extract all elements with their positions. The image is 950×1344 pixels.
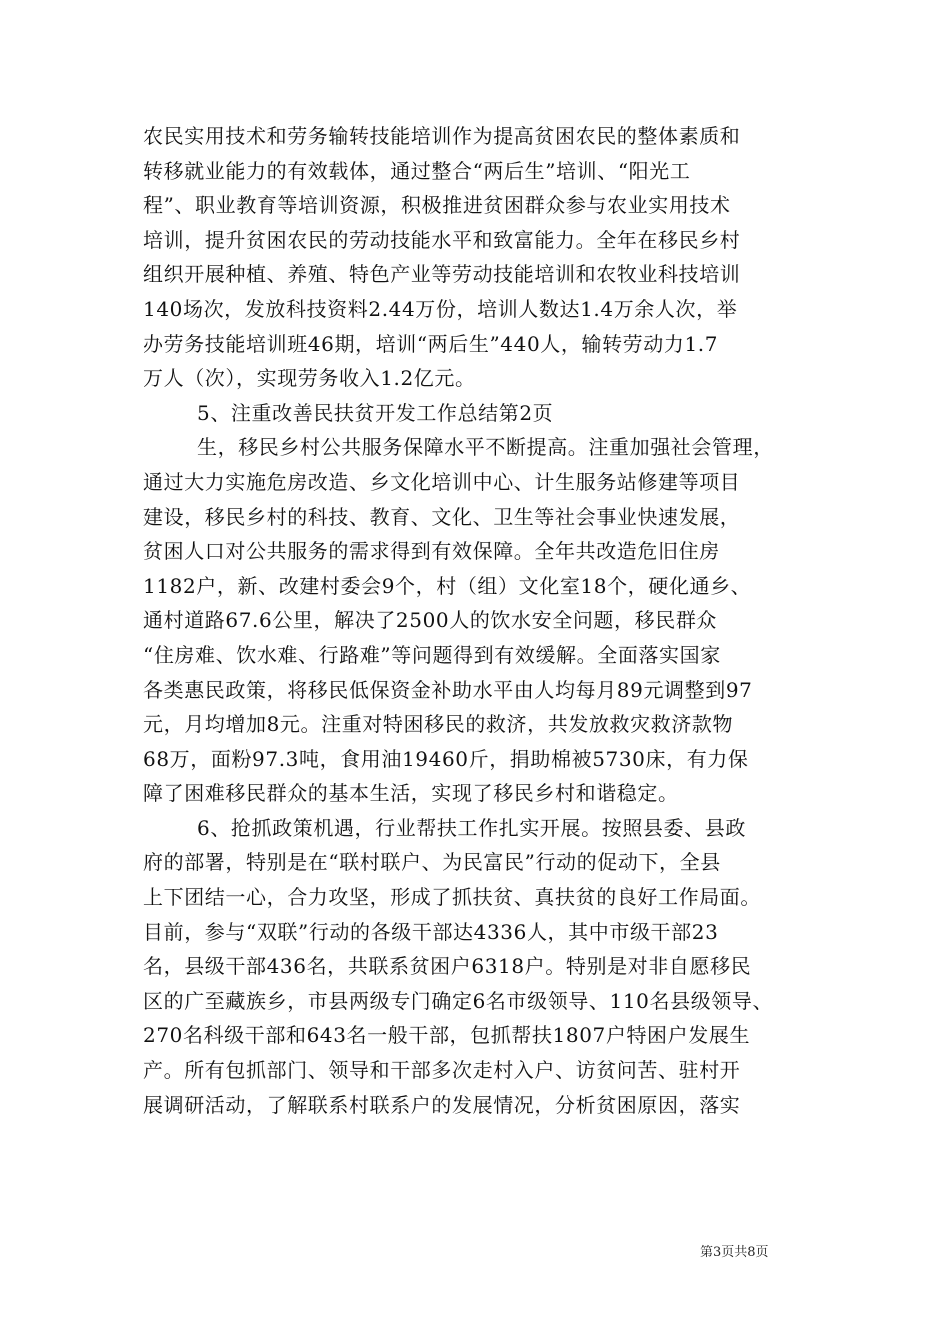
text-line: 通过大力实施危房改造、乡文化培训中心、计生服务站修建等项目	[143, 469, 741, 494]
text-line: 1182户，新、改建村委会9个，村（组）文化室18个，硬化通乡、	[143, 573, 752, 598]
paragraph-policy-support	[143, 811, 823, 1122]
text-line: “住房难、饮水难、行路难”等问题得到有效缓解。全面落实国家	[143, 642, 721, 667]
text-line: 5、注重改善民扶贫开发工作总结第2页	[197, 400, 554, 425]
text-line: 展调研活动，了解联系村联系户的发展情况，分析贫困原因，落实	[143, 1092, 741, 1117]
text-line: 府的部署，特别是在“联村联户、为民富民”行动的促动下，全县	[143, 850, 721, 875]
text-line: 目前，参与“双联”行动的各级干部达4336人，其中市级干部23	[143, 919, 719, 944]
text-line: 办劳务技能培训班46期，培训“两后生”440人，输转劳动力1.7	[143, 331, 719, 356]
page-number-footer: 第3页共8页	[700, 1245, 769, 1260]
text-line: 生，移民乡村公共服务保障水平不断提高。注重加强社会管理，	[197, 435, 774, 460]
text-line: 建设，移民乡村的科技、教育、文化、卫生等社会事业快速发展，	[143, 504, 741, 529]
document-body	[143, 119, 823, 1122]
text-line: 农民实用技术和劳务输转技能培训作为提高贫困农民的整体素质和	[143, 124, 741, 148]
text-line: 通村道路67.6公里，解决了2500人的饮水安全问题，移民群众	[143, 608, 718, 633]
text-line: 元，月均增加8元。注重对特困移民的救济，共发放救灾救济款物	[143, 712, 734, 737]
paragraph-training	[143, 119, 823, 396]
paragraph-public-services	[143, 430, 823, 811]
text-line: 贫困人口对公共服务的需求得到有效保障。全年共改造危旧住房	[143, 539, 720, 564]
text-line: 名，县级干部436名，共联系贫困户6318户。特别是对非自愿移民	[143, 954, 752, 979]
text-line: 270名科级干部和643名一般干部，包抓帮扶1807户特困户发展生	[143, 1023, 751, 1048]
text-line: 140场次，发放科技资料2.44万份，培训人数达1.4万余人次，举	[143, 296, 738, 321]
text-line: 培训，提升贫困农民的劳动技能水平和致富能力。全年在移民乡村	[143, 227, 741, 252]
paragraph-heading-5	[143, 396, 823, 431]
text-line: 68万，面粉97.3吨，食用油19460斤，捐助棉被5730床，有力保	[143, 746, 749, 771]
text-line: 组织开展种植、养殖、特色产业等劳动技能培训和农牧业科技培训	[143, 262, 741, 287]
text-line: 转移就业能力的有效载体，通过整合“两后生”培训、“阳光工	[143, 158, 691, 183]
text-line: 万人（次），实现劳务收入1.2亿元。	[143, 366, 476, 391]
text-line: 产。所有包抓部门、领导和干部多次走村入户、访贫问苦、驻村开	[143, 1058, 741, 1083]
text-line: 区的广至藏族乡，市县两级专门确定6名市级领导、110名县级领导、	[143, 988, 774, 1013]
text-line: 障了困难移民群众的基本生活，实现了移民乡村和谐稳定。	[143, 781, 679, 806]
text-line: 各类惠民政策，将移民低保资金补助水平由人均每月89元调整到97	[143, 677, 753, 702]
text-line: 上下团结一心，合力攻坚，形成了抓扶贫、真扶贫的良好工作局面。	[143, 885, 761, 910]
text-line: 程”、职业教育等培训资源，积极推进贫困群众参与农业实用技术	[143, 193, 731, 218]
text-line: 6、抢抓政策机遇，行业帮扶工作扎实开展。按照县委、县政	[197, 815, 746, 840]
